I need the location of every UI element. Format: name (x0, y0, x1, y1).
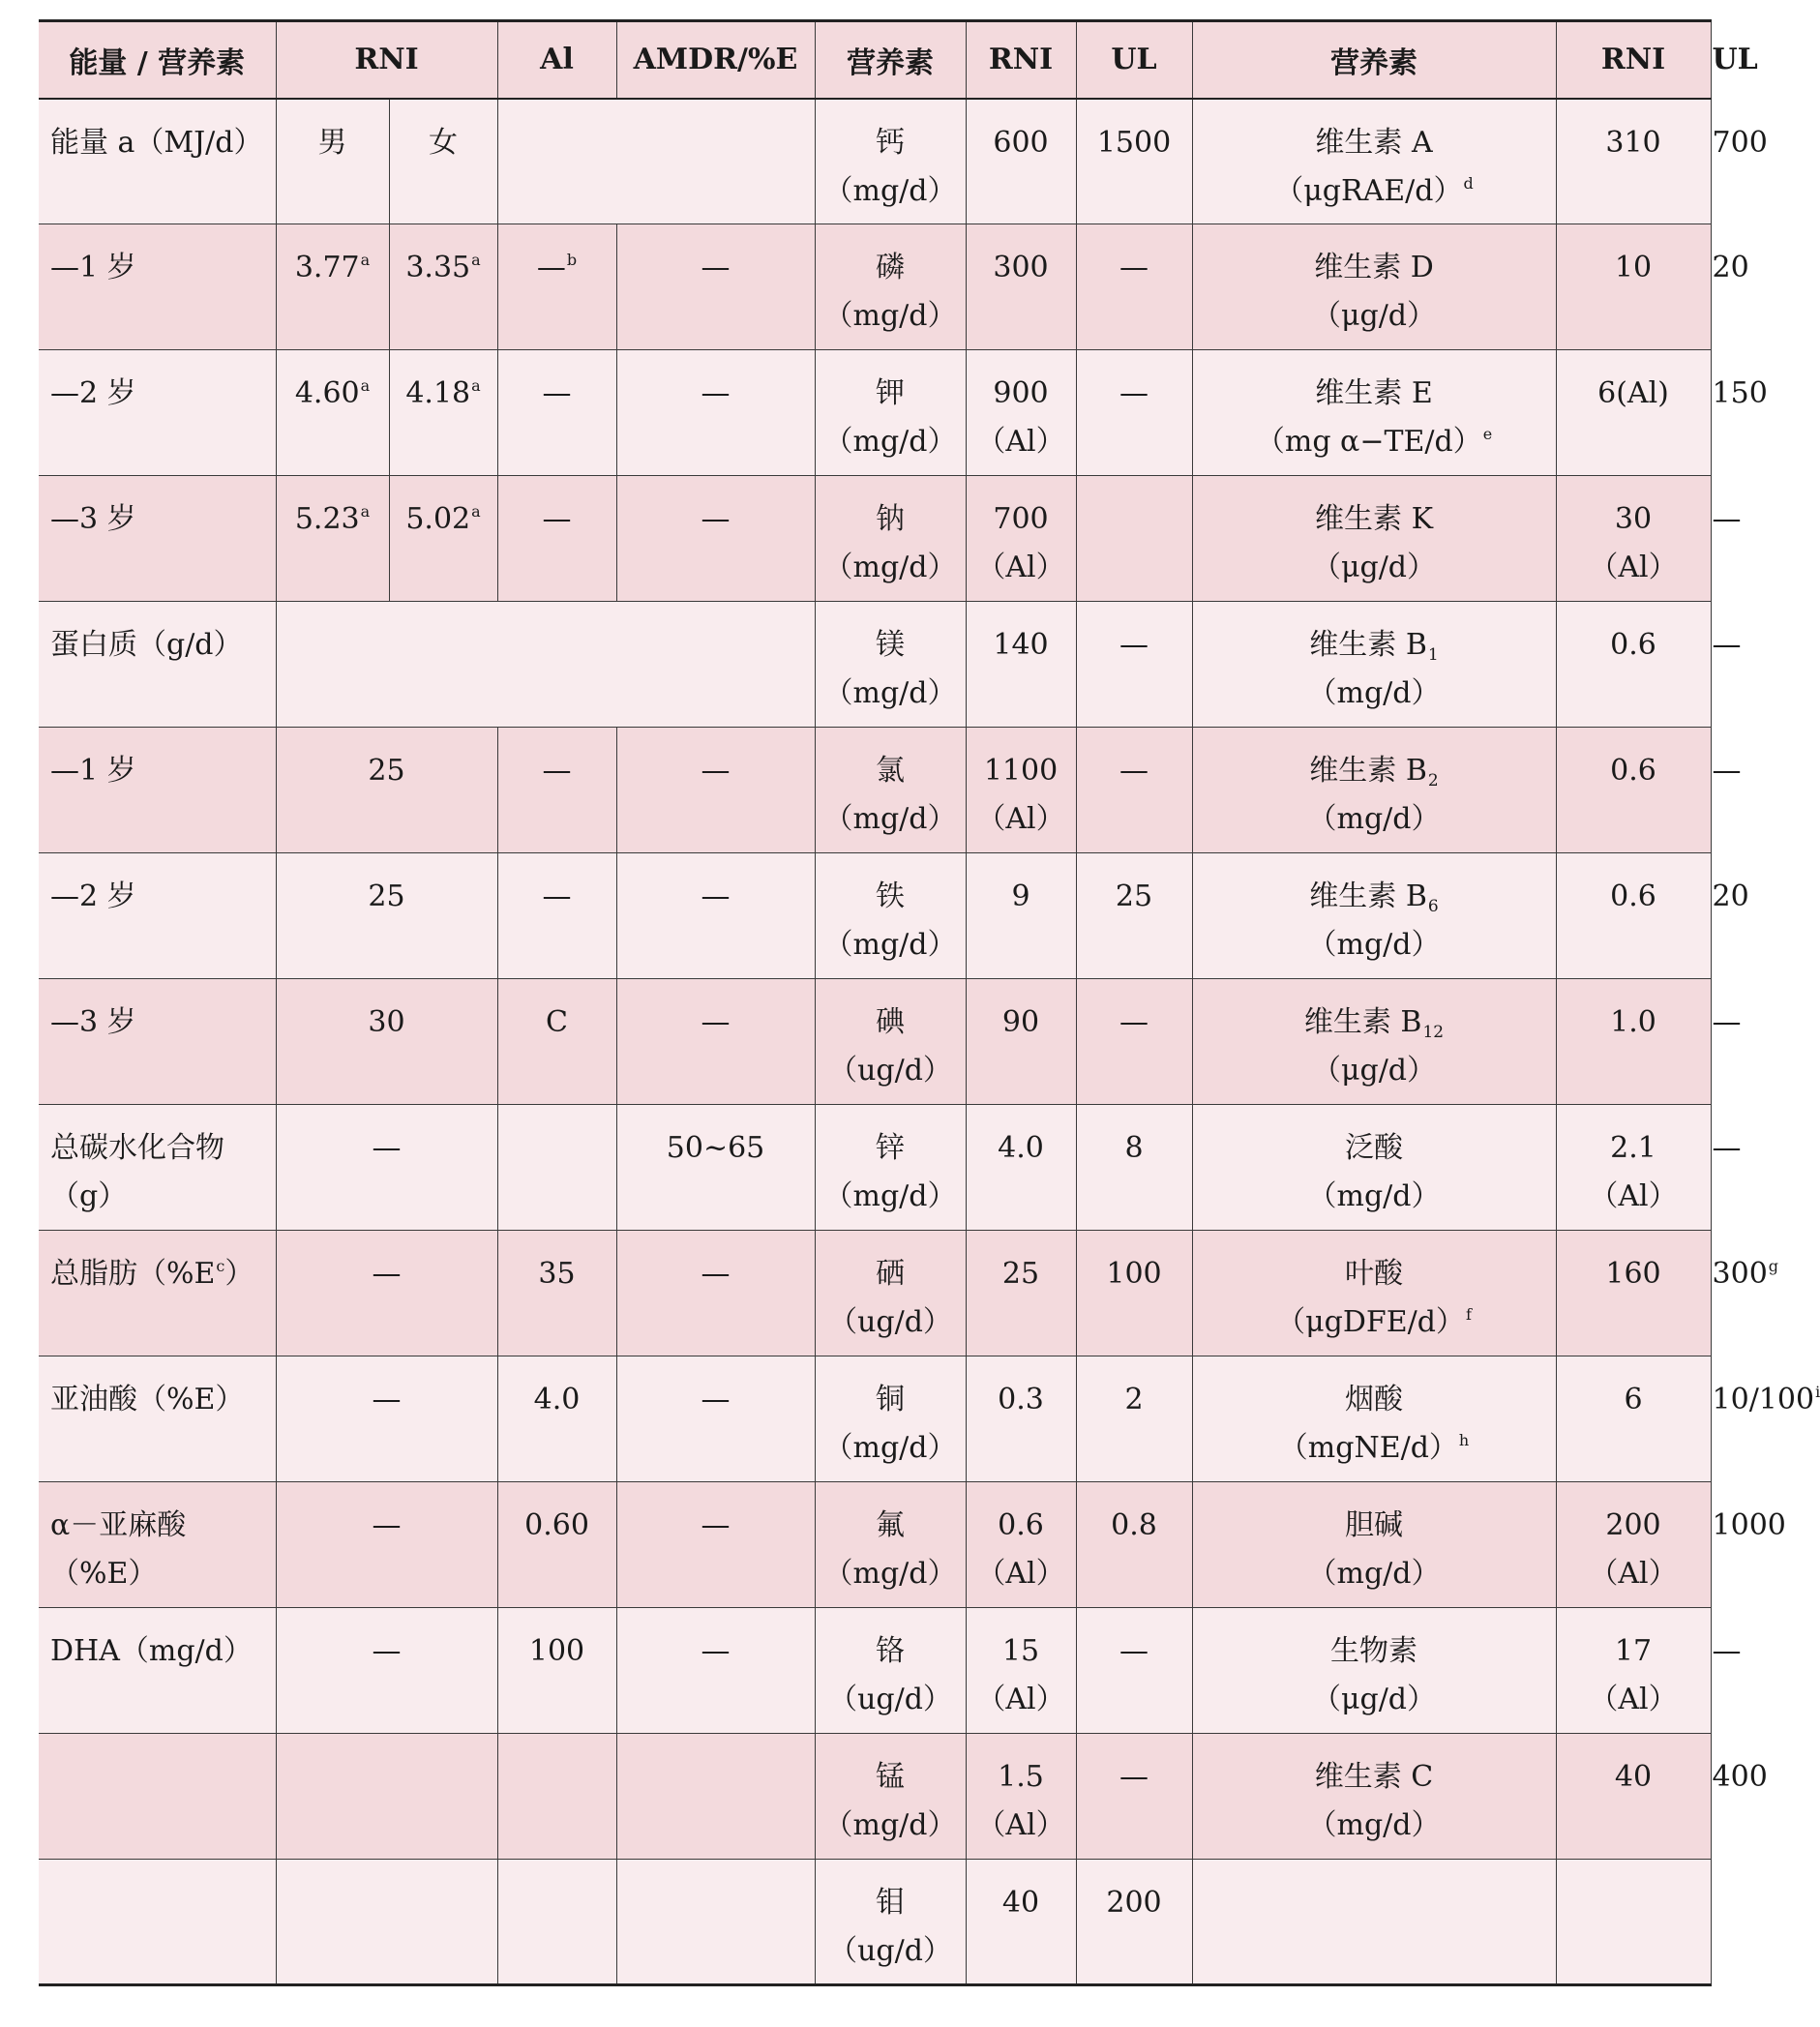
header-vitamin: 营养素 (1192, 21, 1556, 99)
amdr-cell: — (616, 1482, 815, 1608)
header-energy-nutrient: 能量 / 营养素 (39, 21, 276, 99)
rni-cell: 25 (276, 853, 497, 979)
mineral-ul-cell: 200 (1076, 1860, 1192, 1985)
rni-female-cell: 4.18$^a$ (389, 350, 497, 476)
mineral-ul-cell: 100 (1076, 1231, 1192, 1356)
mineral-name-cell: 氯 （mg/d） (815, 728, 966, 853)
mineral-name-cell: 钼 （ug/d） (815, 1860, 966, 1985)
rni-cell: — (276, 1356, 497, 1482)
vitamin-rni-cell: 2.1 （Al） (1556, 1105, 1711, 1231)
mineral-ul-cell: — (1076, 1608, 1192, 1734)
mineral-name-cell: 铬 （ug/d） (815, 1608, 966, 1734)
mineral-name-cell: 硒 （ug/d） (815, 1231, 966, 1356)
table-row: —2 岁 25 — — 铁 （mg/d） 9 25 维生素 $B_6$ （mg/d） 0.6 20 (39, 853, 1711, 979)
vitamin-rni-cell: 6(Al) (1556, 350, 1711, 476)
header-mineral: 营养素 (815, 21, 966, 99)
rni-female-cell: 3.35$^a$ (389, 224, 497, 350)
row-label-cell: 总碳水化合物 （g） (39, 1105, 276, 1231)
vitamin-rni-cell: 17 （Al） (1556, 1608, 1711, 1734)
ai-cell: —$^b$ (497, 224, 616, 350)
row-label-cell: α－亚麻酸 （%E） (39, 1482, 276, 1608)
mineral-ul-cell: 25 (1076, 853, 1192, 979)
amdr-cell: — (616, 476, 815, 602)
ai-cell: — (497, 350, 616, 476)
table-row: —1 岁 3.77$^a$ 3.35$^a$ —$^b$ — 磷 （mg/d） 300 — 维生素 D （μg/d） 10 20 (39, 224, 1711, 350)
vitamin-rni-cell: 160 (1556, 1231, 1711, 1356)
rni-cell: — (276, 1482, 497, 1608)
row-label-cell (39, 1860, 276, 1985)
vitamin-name-cell: 维生素 C （mg/d） (1192, 1734, 1556, 1860)
rni-female-cell: 5.02$^a$ (389, 476, 497, 602)
row-label-cell: —3 岁 (39, 979, 276, 1105)
ai-cell: — (497, 853, 616, 979)
ai-cell: — (497, 728, 616, 853)
table-row (39, 1860, 1711, 1985)
ai-cell: 35 (497, 1231, 616, 1356)
vitamin-name-cell: 叶酸 （μgDFE/d）$^f$ (1192, 1231, 1556, 1356)
mineral-name-cell: 钠 （mg/d） (815, 476, 966, 602)
ai-cell: 100 (497, 1608, 616, 1734)
mineral-ul-cell: 1500 (1076, 99, 1192, 224)
rni-male-cell: 男 (276, 99, 389, 224)
row-label-cell (39, 1734, 276, 1860)
mineral-name-cell: 碘 （ug/d） (815, 979, 966, 1105)
row-label-cell: 蛋白质（g/d） (39, 602, 276, 728)
amdr-cell (616, 1860, 815, 1985)
mineral-ul-cell: — (1076, 602, 1192, 728)
ai-cell: 4.0 (497, 1356, 616, 1482)
vitamin-rni-cell: 6 (1556, 1356, 1711, 1482)
table-row: 亚油酸（%E） — 4.0 — 铜 （mg/d） 0.3 2 烟酸 （mgNE/d）$^h$ 6 10/100$^i$ (39, 1356, 1711, 1482)
table-row: 蛋白质（g/d） 镁 （mg/d） 140 — 维生素 $B_1$ （mg/d） 0.6 — (39, 602, 1711, 728)
row-label-cell: 能量 a（MJ/d） (39, 99, 276, 224)
mineral-ul-cell (1076, 476, 1192, 602)
nutrient-reference-table (39, 19, 1820, 1986)
table-body (39, 99, 1820, 1985)
header-mineral-rni: RNI (966, 21, 1076, 99)
vitamin-name-cell: 生物素 （μg/d） (1192, 1608, 1556, 1734)
header-rni: RNI (276, 21, 497, 99)
row-label-cell: 亚油酸（%E） (39, 1356, 276, 1482)
header-mineral-ul: UL (1076, 21, 1192, 99)
mineral-rni-cell: 4.0 (966, 1105, 1076, 1231)
mineral-name-cell: 锌 （mg/d） (815, 1105, 966, 1231)
rni-male-cell: 3.77$^a$ (276, 224, 389, 350)
vitamin-rni-cell: 0.6 (1556, 602, 1711, 728)
header-vitamin-rni: RNI (1556, 21, 1711, 99)
vitamin-name-cell: 维生素 E （mg α−TE/d）$^e$ (1192, 350, 1556, 476)
mineral-rni-cell: 0.6 （Al） (966, 1482, 1076, 1608)
mineral-rni-cell: 40 (966, 1860, 1076, 1985)
mineral-rni-cell: 1100 （Al） (966, 728, 1076, 853)
ai-amdr-cell (497, 99, 815, 224)
vitamin-name-cell (1192, 1860, 1556, 1985)
table-row: —2 岁 4.60$^a$ 4.18$^a$ — — 钾 （mg/d） 900 （Al） — 维生素 E （mg α−TE/d）$^e$ 6(Al) 150 (39, 350, 1711, 476)
table-row: α－亚麻酸 （%E） — 0.60 — 氟 （mg/d） 0.6 （Al） 0.8 胆碱 （mg/d） 200 （Al） 1000 (39, 1482, 1711, 1608)
vitamin-rni-cell: 10 (1556, 224, 1711, 350)
vitamin-name-cell: 维生素 $B_2$ （mg/d） (1192, 728, 1556, 853)
mineral-rni-cell: 1.5 （Al） (966, 1734, 1076, 1860)
ai-cell: — (497, 476, 616, 602)
mineral-ul-cell: — (1076, 728, 1192, 853)
mineral-rni-cell: 300 (966, 224, 1076, 350)
table-row: —3 岁 5.23$^a$ 5.02$^a$ — — 钠 （mg/d） 700 （Al） 维生素 K （μg/d） 30 （Al） — (39, 476, 1711, 602)
protein-merged-cell (276, 602, 815, 728)
table-row: 总脂肪$(\%E^c)$ — 35 — 硒 （ug/d） 25 100 叶酸 （μgDFE/d）$^f$ 160 300$^g$ (39, 1231, 1711, 1356)
footnote-mark: c (216, 1257, 225, 1275)
table-row: 能量 a（MJ/d） 男 女 钙 （mg/d） 600 1500 维生素 A （μgRAE/d）$^d$ 310 700 (39, 99, 1711, 224)
amdr-cell (616, 1734, 815, 1860)
vitamin-rni-cell: 0.6 (1556, 853, 1711, 979)
vitamin-rni-cell: 0.6 (1556, 728, 1711, 853)
mineral-rni-cell: 90 (966, 979, 1076, 1105)
ai-cell (497, 1860, 616, 1985)
mineral-rni-cell: 15 （Al） (966, 1608, 1076, 1734)
header-ai: Al (497, 21, 616, 99)
mineral-rni-cell: 25 (966, 1231, 1076, 1356)
rni-cell: 25 (276, 728, 497, 853)
mineral-name-cell: 锰 （mg/d） (815, 1734, 966, 1860)
header-amdr: AMDR/%E (616, 21, 815, 99)
vitamin-rni-cell (1556, 1860, 1711, 1985)
row-label-cell: —3 岁 (39, 476, 276, 602)
mineral-ul-cell: — (1076, 979, 1192, 1105)
vitamin-name-cell: 泛酸 （mg/d） (1192, 1105, 1556, 1231)
rni-cell: — (276, 1105, 497, 1231)
row-label-cell: 总脂肪$(\%E^c)$ (39, 1231, 276, 1356)
vitamin-name-cell: 维生素 $B_{12}$ （μg/d） (1192, 979, 1556, 1105)
vitamin-rni-cell: 30 （Al） (1556, 476, 1711, 602)
mineral-rni-cell: 0.3 (966, 1356, 1076, 1482)
mineral-ul-cell: — (1076, 224, 1192, 350)
amdr-cell: — (616, 728, 815, 853)
mineral-name-cell: 钾 （mg/d） (815, 350, 966, 476)
mineral-ul-cell: 8 (1076, 1105, 1192, 1231)
amdr-cell: — (616, 224, 815, 350)
amdr-cell: — (616, 350, 815, 476)
vitamin-rni-cell: 310 (1556, 99, 1711, 224)
ai-cell: 0.60 (497, 1482, 616, 1608)
mineral-ul-cell: 2 (1076, 1356, 1192, 1482)
rni-cell (276, 1734, 497, 1860)
mineral-name-cell: 镁 （mg/d） (815, 602, 966, 728)
row-label-cell: DHA（mg/d） (39, 1608, 276, 1734)
mineral-rni-cell: 600 (966, 99, 1076, 224)
mineral-name-cell: 铜 （mg/d） (815, 1356, 966, 1482)
ai-cell: C (497, 979, 616, 1105)
mineral-name-cell: 磷 （mg/d） (815, 224, 966, 350)
amdr-cell: — (616, 1356, 815, 1482)
vitamin-name-cell: 维生素 $B_1$ （mg/d） (1192, 602, 1556, 728)
rni-male-cell: 5.23$^a$ (276, 476, 389, 602)
table-row: —3 岁 30 C — 碘 （ug/d） 90 — 维生素 $B_{12}$ （μg/d） 1.0 — (39, 979, 1711, 1105)
rni-female-cell: 女 (389, 99, 497, 224)
vitamin-name-cell: 胆碱 （mg/d） (1192, 1482, 1556, 1608)
ai-cell (497, 1105, 616, 1231)
mineral-ul-cell: — (1076, 1734, 1192, 1860)
amdr-cell: — (616, 1231, 815, 1356)
table-row: DHA（mg/d） — 100 — 铬 （ug/d） 15 （Al） — 生物素 （μg/d） 17 （Al） — (39, 1608, 1711, 1734)
mineral-name-cell: 铁 （mg/d） (815, 853, 966, 979)
ai-cell (497, 1734, 616, 1860)
row-label-cell: —2 岁 (39, 853, 276, 979)
table-row: 总碳水化合物 （g） — 50~65 锌 （mg/d） 4.0 8 泛酸 （mg/d） 2.1 （Al） — (39, 1105, 1711, 1231)
mineral-name-cell: 钙 （mg/d） (815, 99, 966, 224)
table-row: —1 岁 25 — — 氯 （mg/d） 1100 （Al） — 维生素 $B_2$ （mg/d） 0.6 — (39, 728, 1711, 853)
mineral-name-cell: 氟 （mg/d） (815, 1482, 966, 1608)
vitamin-name-cell: 维生素 A （μgRAE/d）$^d$ (1192, 99, 1556, 224)
mineral-ul-cell: — (1076, 350, 1192, 476)
amdr-cell: — (616, 979, 815, 1105)
vitamin-name-cell: 维生素 $B_6$ （mg/d） (1192, 853, 1556, 979)
rni-cell (276, 1860, 497, 1985)
rni-cell: — (276, 1231, 497, 1356)
amdr-cell: — (616, 853, 815, 979)
mineral-rni-cell: 700 （Al） (966, 476, 1076, 602)
rni-cell: 30 (276, 979, 497, 1105)
vitamin-name-cell: 烟酸 （mgNE/d）$^h$ (1192, 1356, 1556, 1482)
table-header-row: 能量 / 营养素 RNI Al AMDR/%E 营养素 RNI UL 营养素 RNI UL (39, 21, 1711, 99)
vitamin-rni-cell: 1.0 (1556, 979, 1711, 1105)
table-row: 锰 （mg/d） 1.5 （Al） — 维生素 C （mg/d） 40 400 (39, 1734, 1711, 1860)
mineral-ul-cell: 0.8 (1076, 1482, 1192, 1608)
mineral-rni-cell: 900 （Al） (966, 350, 1076, 476)
vitamin-rni-cell: 40 (1556, 1734, 1711, 1860)
amdr-cell: 50~65 (616, 1105, 815, 1231)
vitamin-name-cell: 维生素 K （μg/d） (1192, 476, 1556, 602)
row-label-cell: —1 岁 (39, 728, 276, 853)
amdr-cell: — (616, 1608, 815, 1734)
rni-cell: — (276, 1608, 497, 1734)
vitamin-name-cell: 维生素 D （μg/d） (1192, 224, 1556, 350)
row-label-cell: —2 岁 (39, 350, 276, 476)
row-label-cell: —1 岁 (39, 224, 276, 350)
rni-male-cell: 4.60$^a$ (276, 350, 389, 476)
mineral-rni-cell: 9 (966, 853, 1076, 979)
mineral-rni-cell: 140 (966, 602, 1076, 728)
vitamin-rni-cell: 200 （Al） (1556, 1482, 1711, 1608)
